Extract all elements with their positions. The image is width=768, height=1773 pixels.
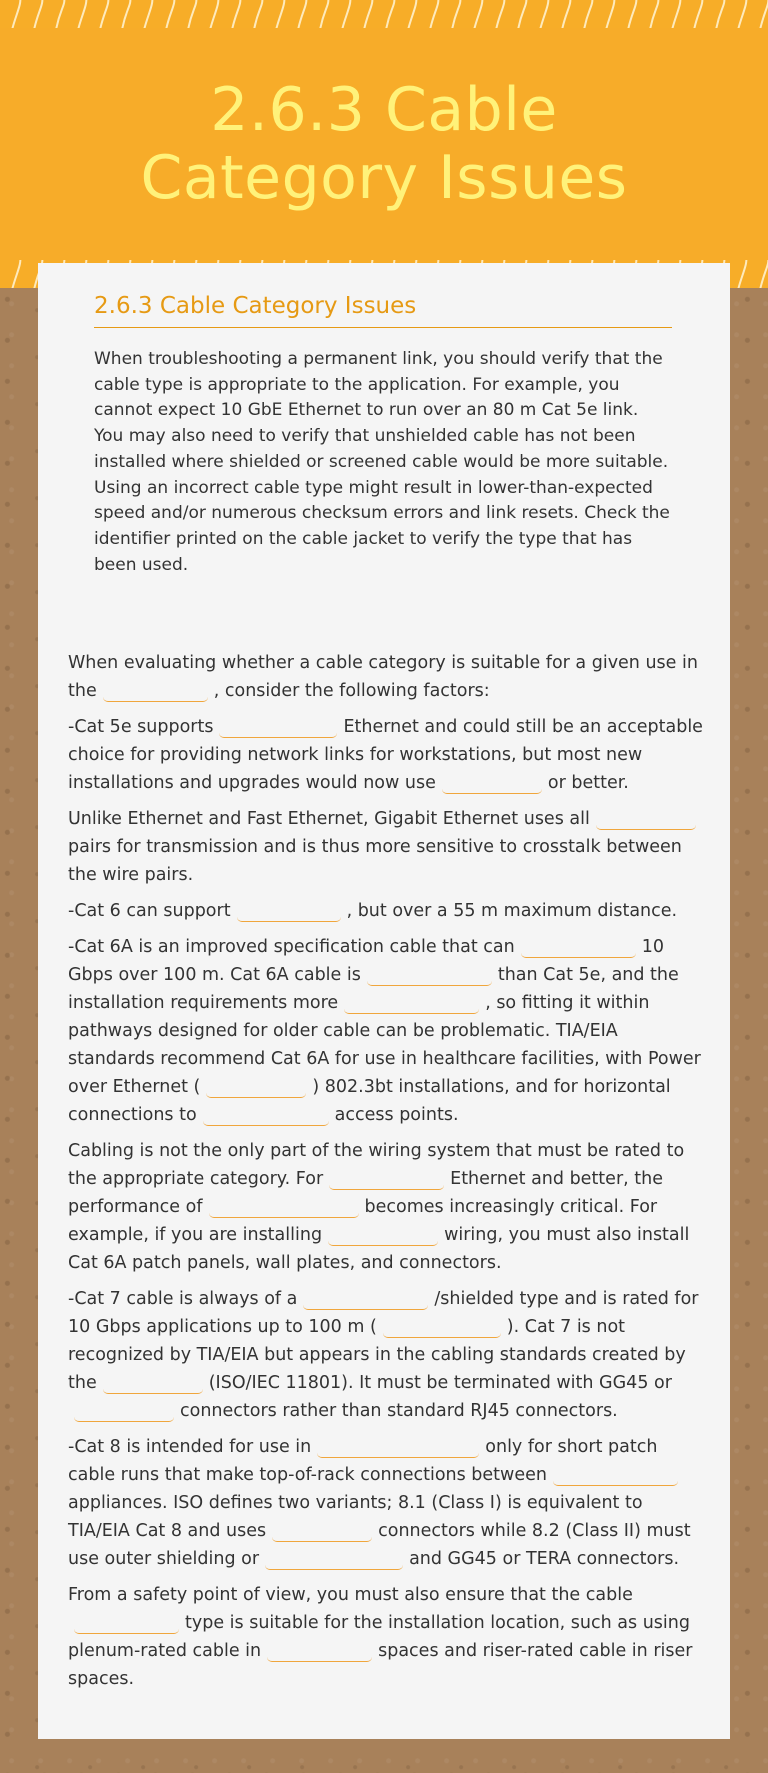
worksheet-text: than Cat 5e, and the installation requirements more (68, 965, 679, 1013)
section-heading: 2.6.3 Cable Category Issues (94, 293, 672, 328)
worksheet-text: connectors while 8.2 (Class II) must use outer shielding or (68, 1521, 691, 1569)
answer-blank[interactable] (203, 1107, 329, 1126)
worksheet-text: When evaluating whether a cable category is suitable for a given use in the (68, 653, 698, 701)
answer-blank[interactable] (521, 939, 636, 958)
worksheet-paragraph (68, 805, 706, 889)
worksheet-text: -Cat 6A is an improved specification cable that can (68, 937, 515, 957)
worksheet-text: -Cat 8 is intended for use in (68, 1437, 312, 1457)
answer-blank[interactable] (344, 995, 479, 1014)
fill-in-worksheet (68, 649, 706, 1701)
worksheet-paragraph (68, 1285, 706, 1425)
worksheet-text: , but over a 55 m maximum distance. (346, 901, 678, 921)
answer-blank[interactable] (383, 1319, 501, 1338)
worksheet-text: Ethernet and better, the performance of (68, 1169, 663, 1217)
answer-blank[interactable] (267, 1643, 372, 1662)
worksheet-text: -Cat 5e supports (68, 717, 214, 737)
answer-blank[interactable] (74, 1403, 174, 1422)
answer-blank[interactable] (317, 1439, 479, 1458)
worksheet-text: Cabling is not the only part of the wiring system that must be rated to the appropriate category. For (68, 1141, 685, 1189)
header-pattern-top (0, 0, 768, 28)
intro-paragraph: When troubleshooting a permanent link, you should verify that the cable type is appropriate to the application. For example, you cannot expect 10 GbE Ethernet to run over an 80 m Cat 5e link. You may also need to verify that unshielded cable has not been installed where shielded or screened cable would be more suitable. Using an incorrect cable type might result in lower-than-expected speed and/or numerous checksum errors and link resets. Check the identifier printed on the cable jacket to verify the type that has been used. (94, 349, 670, 575)
worksheet-text: and GG45 or TERA connectors. (409, 1549, 680, 1569)
worksheet-text: spaces and riser-rated cable in riser spaces. (68, 1641, 693, 1689)
worksheet-text: or better. (547, 773, 629, 793)
answer-blank[interactable] (303, 1291, 428, 1310)
worksheet-text: ) 802.3bt installations, and for horizontal connections to (68, 1077, 671, 1125)
worksheet-text: only for short patch cable runs that make top-of-rack connections between (68, 1437, 658, 1485)
worksheet-text: Unlike Ethernet and Fast Ethernet, Gigabit Ethernet uses all (68, 809, 590, 829)
answer-blank[interactable] (442, 775, 542, 794)
answer-blank[interactable] (103, 683, 208, 702)
worksheet-paragraph (68, 1581, 706, 1693)
worksheet-text: -Cat 7 cable is always of a (68, 1289, 298, 1309)
worksheet-text: /shielded type and is rated for 10 Gbps applications up to 100 m ( (68, 1289, 699, 1337)
worksheet-paragraph (68, 1433, 706, 1573)
answer-blank[interactable] (265, 1551, 403, 1570)
answer-blank[interactable] (553, 1467, 678, 1486)
worksheet-paragraph (68, 649, 706, 705)
answer-blank[interactable] (206, 1079, 306, 1098)
worksheet-text: -Cat 6 can support (68, 901, 231, 921)
page-title: 2.6.3 Cable Category Issues (140, 75, 628, 213)
worksheet-text: wiring, you must also install Cat 6A patch panels, wall plates, and connectors. (68, 1225, 690, 1273)
title-banner (0, 28, 768, 260)
worksheet-text: 10 Gbps over 100 m. Cat 6A cable is (68, 937, 664, 985)
worksheet-text: ). Cat 7 is not recognized by TIA/EIA but appears in the cabling standards created by the (68, 1317, 686, 1393)
answer-blank[interactable] (367, 967, 492, 986)
worksheet-text: From a safety point of view, you must also ensure that the cable (68, 1585, 633, 1605)
answer-blank[interactable] (237, 903, 341, 922)
worksheet-paragraph (68, 897, 706, 925)
worksheet-text: appliances. ISO defines two variants; 8.1 (Class I) is equivalent to TIA/EIA Cat 8 and uses (68, 1493, 643, 1541)
worksheet-text: access points. (334, 1105, 459, 1125)
worksheet-text: becomes increasingly critical. For example, if you are installing (68, 1197, 658, 1245)
answer-blank[interactable] (329, 1171, 444, 1190)
answer-blank[interactable] (103, 1375, 203, 1394)
answer-blank[interactable] (328, 1227, 438, 1246)
worksheet-text: , consider the following factors: (213, 681, 490, 701)
worksheet-paragraph (68, 713, 706, 797)
answer-blank[interactable] (219, 719, 337, 738)
answer-blank[interactable] (209, 1199, 359, 1218)
worksheet-text: , so fitting it within pathways designed for older cable can be problematic. TIA/EIA standards recommend Cat 6A for use in healthcare facilities, with Power over Ethernet ( (68, 993, 701, 1097)
answer-blank[interactable] (74, 1615, 179, 1634)
worksheet-paragraph (68, 933, 706, 1129)
worksheet-card (38, 263, 730, 1739)
answer-blank[interactable] (272, 1523, 372, 1542)
answer-blank[interactable] (596, 811, 696, 830)
worksheet-paragraph (68, 1137, 706, 1277)
worksheet-text: Ethernet and could still be an acceptable choice for providing network links for workstations, but most new installations and upgrades would now use (68, 717, 703, 793)
worksheet-text: type is suitable for the installation location, such as using plenum-rated cable in (68, 1613, 690, 1661)
worksheet-text: (ISO/IEC 11801). It must be terminated with GG45 or (208, 1373, 672, 1393)
worksheet-text: pairs for transmission and is thus more sensitive to crosstalk between the wire pairs. (68, 837, 682, 885)
worksheet-text: connectors rather than standard RJ45 connectors. (180, 1401, 618, 1421)
